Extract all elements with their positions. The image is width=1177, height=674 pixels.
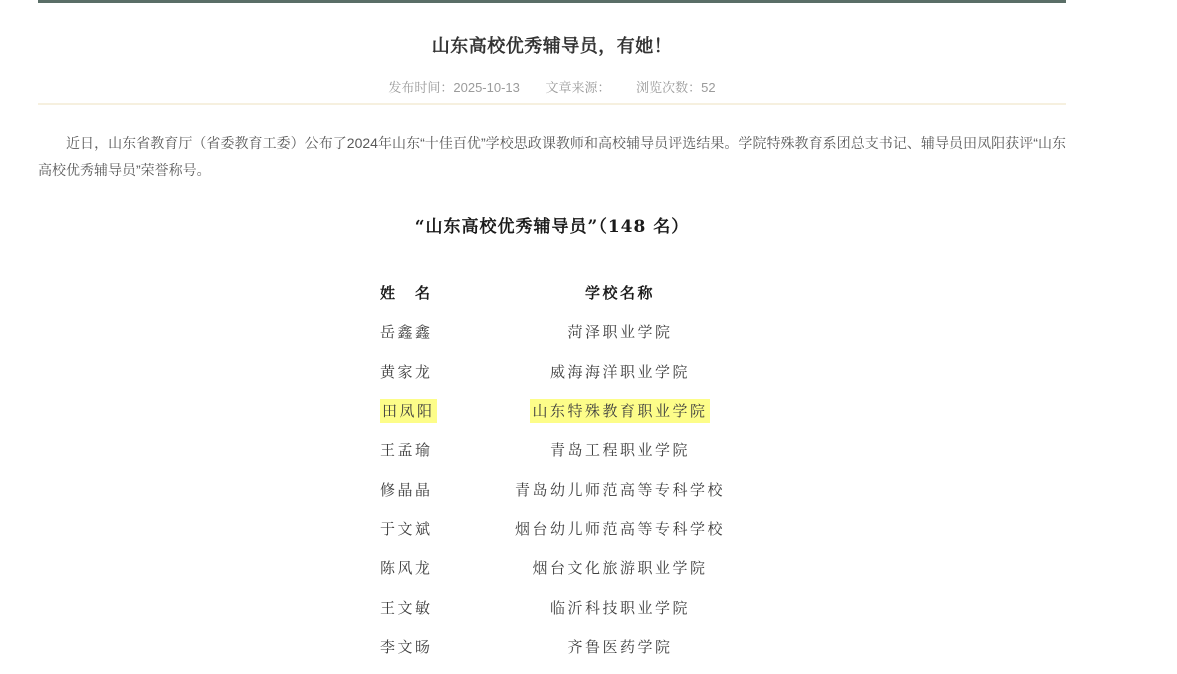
table-row <box>380 627 776 666</box>
school-cell: 临沂科技职业学院 <box>549 598 690 617</box>
table-row <box>380 469 776 508</box>
article-paragraph: 近日，山东省教育厅（省委教育工委）公布了2024年山东“十佳百优”学校思政课教师和高校辅导员评选结果。学院特殊教育系团总支书记、辅导员田凤阳获评“山东高校优秀辅导员”荣誉称号。 <box>38 135 1066 178</box>
counselor-table <box>380 273 776 666</box>
publish-time-value: 2025-10-13 <box>453 80 520 95</box>
name-column-header: 姓 名 <box>380 284 433 303</box>
table-row <box>380 391 776 430</box>
name-cell: 陈风龙 <box>380 559 433 578</box>
table-row <box>380 548 776 587</box>
publish-time-label: 发布时间： <box>388 80 454 95</box>
name-cell: 岳鑫鑫 <box>380 323 433 342</box>
name-cell: 田凤阳 <box>380 400 464 421</box>
school-cell: 青岛幼儿师范高等专科学校 <box>514 480 725 499</box>
view-count-label: 浏览次数： <box>636 80 702 95</box>
name-cell: 李文旸 <box>380 637 433 656</box>
article-content-area <box>38 0 1066 674</box>
list-heading: “山东高校优秀辅导员”（148 名） <box>414 217 690 237</box>
school-cell: 菏泽职业学院 <box>567 323 673 342</box>
page-title: 山东高校优秀辅导员，有她！ <box>431 36 673 56</box>
table-row <box>380 509 776 548</box>
table-row <box>380 312 776 351</box>
article-source <box>546 77 611 96</box>
table-row <box>380 352 776 391</box>
table-row <box>380 430 776 469</box>
school-cell: 烟台幼儿师范高等专科学校 <box>514 519 725 538</box>
publish-time <box>388 77 520 96</box>
name-cell: 王文敏 <box>380 598 433 617</box>
view-count-value: 52 <box>701 80 716 95</box>
school-cell: 威海海洋职业学院 <box>549 362 690 381</box>
name-cell: 于文斌 <box>380 519 433 538</box>
article-source-label: 文章来源： <box>545 80 611 95</box>
school-column-header: 学校名称 <box>584 284 655 303</box>
school-cell: 青岛工程职业学院 <box>549 441 690 460</box>
name-cell: 黄家龙 <box>380 362 433 381</box>
school-cell: 齐鲁医药学院 <box>567 637 673 656</box>
table-header-row <box>380 273 776 312</box>
table-row <box>380 587 776 626</box>
name-cell: 王孟瑜 <box>380 441 433 460</box>
name-cell: 修晶晶 <box>380 480 433 499</box>
meta-divider <box>38 103 1066 105</box>
view-count <box>636 77 715 96</box>
school-cell: 烟台文化旅游职业学院 <box>532 559 708 578</box>
article-meta <box>38 77 1066 96</box>
school-cell: 山东特殊教育职业学院 <box>464 400 776 421</box>
counselor-table-body <box>380 312 776 666</box>
